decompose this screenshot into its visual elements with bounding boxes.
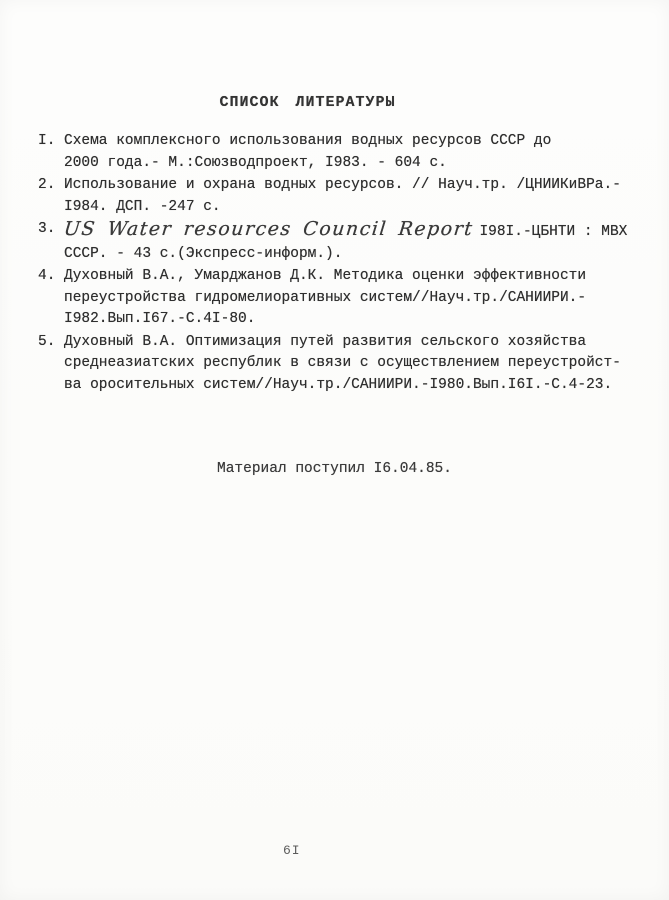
reference-text: [64, 266, 638, 331]
reference-line: I984. ДСП. -247 с.: [64, 198, 221, 215]
received-note: Материал поступил I6.04.85.: [217, 461, 452, 477]
list-item: [38, 175, 638, 218]
reference-list: [38, 131, 638, 397]
list-item: [38, 332, 638, 397]
reference-line: Схема комплексного использования водных ресурсов СССР до: [64, 133, 552, 149]
reference-line: 2000 года.- М.:Союзводпроект, I983. - 604 с.: [64, 154, 447, 171]
reference-line: ва оросительных систем//Науч.тр./САНИИРИ.-I980.Вып.I6I.-С.4-23.: [64, 376, 613, 393]
reference-line: среднеазиатских республик в связи с осуществлением переустройст-: [64, 355, 621, 371]
reference-line: I982.Вып.I67.-С.4I-80.: [64, 311, 256, 327]
list-item: [38, 219, 638, 265]
reference-line: Духовный В.А. Оптимизация путей развития сельского хозяйства: [64, 333, 587, 350]
page-title: СПИСОК ЛИТЕРАТУРЫ: [219, 94, 396, 111]
reference-number: I.: [38, 133, 56, 149]
reference-number: 5.: [38, 333, 56, 350]
reference-line: СССР. - 43 с.(Экспресс-информ.).: [64, 245, 343, 262]
reference-number: 2.: [38, 177, 56, 193]
reference-number: 3.: [38, 221, 56, 237]
reference-number: 4.: [38, 268, 56, 284]
reference-text: [64, 219, 638, 265]
reference-line: US Water resources Council Report I98I.-ЦБНТИ : МВХ: [62, 218, 628, 240]
reference-line: переустройства гидромелиоративных систем//Науч.тр./САНИИРИ.-: [64, 289, 587, 306]
reference-text: [64, 131, 638, 174]
reference-line: Использование и охрана водных ресурсов. // Науч.тр. /ЦНИИКиВРа.-: [64, 177, 621, 193]
reference-text: [64, 332, 638, 397]
reference-line: Духовный В.А., Умарджанов Д.К. Методика оценки эффективности: [64, 268, 587, 284]
list-item: [38, 266, 638, 331]
list-item: [38, 131, 638, 174]
handwritten-text: US Water resources Council Report: [62, 218, 475, 240]
page-number: 6I: [283, 843, 301, 858]
reference-text: [64, 175, 638, 218]
